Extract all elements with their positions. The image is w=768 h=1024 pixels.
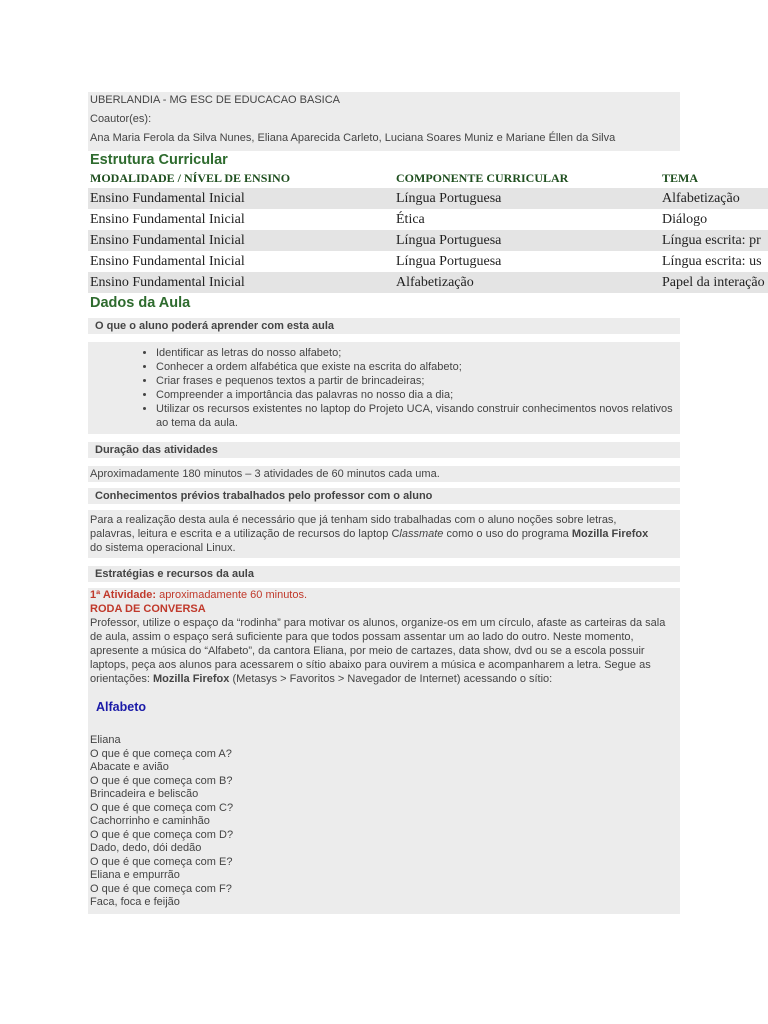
- table-cell: Diálogo: [662, 211, 708, 227]
- goals-box: [88, 342, 680, 434]
- activity-text-part: (Metasys > Favoritos > Navegador de Internet) acessando o sítio:: [229, 673, 553, 685]
- column-header-componente: COMPONENTE CURRICULAR: [396, 171, 569, 185]
- duration-text: Aproximadamente 180 minutos – 3 atividades de 60 minutos cada uma.: [88, 466, 680, 482]
- prior-heading: Conhecimentos prévios trabalhados pelo professor com o aluno: [88, 488, 680, 504]
- learn-heading: O que o aluno poderá aprender com esta aula: [88, 318, 680, 334]
- lyric-line: O que é que começa com B?: [90, 774, 233, 787]
- activity-text: [90, 616, 678, 686]
- table-row: [88, 188, 768, 209]
- activity-title: RODA DE CONVERSA: [90, 603, 206, 615]
- lyric-line: Abacate e avião: [90, 761, 169, 773]
- table-row: [88, 251, 768, 272]
- lyric-line: Eliana e empurrão: [90, 869, 180, 881]
- table-row: [88, 272, 768, 293]
- list-item: • Identificar as letras do nosso alfabeto;: [156, 346, 680, 360]
- duration-heading: Duração das atividades: [88, 442, 680, 458]
- prior-text-bold: Mozilla Firefox: [571, 528, 649, 540]
- table-cell: Ensino Fundamental Inicial: [88, 272, 394, 293]
- lyric-line: O que é que começa com D?: [90, 828, 234, 841]
- prior-text-part: Para a realização desta aula é necessário que já tenham sido trabalhadas com o aluno noções sobre letras, palavras, leitura e escrita e a utilização de recursos do laptop C: [90, 514, 617, 540]
- activity-label: 1ª Atividade:: [90, 589, 157, 601]
- list-item: • Criar frases e pequenos textos a partir de brincadeiras;: [156, 374, 680, 388]
- table-cell: Língua escrita: pr: [660, 230, 768, 251]
- lyric-line: O que é que começa com E?: [90, 855, 233, 868]
- lyric-line: Dado, dedo, dói dedão: [90, 842, 202, 854]
- table-cell: Língua Portuguesa: [396, 253, 502, 269]
- table-row: [88, 230, 768, 251]
- lyric-line: O que é que começa com C?: [90, 801, 234, 814]
- table-cell: Alfabetização: [660, 188, 768, 209]
- activity-duration: aproximadamente 60 minutos.: [156, 589, 308, 601]
- table-cell: Língua Portuguesa: [394, 188, 660, 209]
- table-cell: Ensino Fundamental Inicial: [88, 188, 394, 209]
- table-cell: Ensino Fundamental Inicial: [88, 230, 394, 251]
- lesson-title: Dados da Aula: [90, 295, 191, 311]
- lyric-line: O que é que começa com A?: [90, 747, 232, 760]
- table-cell: Língua Portuguesa: [394, 230, 660, 251]
- strategies-heading: Estratégias e recursos da aula: [88, 566, 680, 582]
- table-cell: Língua escrita: us: [662, 253, 762, 269]
- table-cell: Ética: [396, 211, 425, 227]
- goals-list: [88, 342, 680, 434]
- song-lyrics: [90, 734, 678, 910]
- list-item: • Utilizar os recursos existentes no laptop do Projeto UCA, visando construir conhecimentos novos relativos ao tema da aula.: [156, 402, 680, 430]
- lyric-line: O que é que começa com F?: [90, 882, 232, 895]
- curriculum-title: Estrutura Curricular: [90, 152, 228, 168]
- table-row: [88, 209, 768, 230]
- curriculum-table: [88, 169, 768, 293]
- prior-text: [88, 510, 680, 558]
- list-item: • Compreender a importância das palavras no nosso dia a dia;: [156, 388, 680, 402]
- list-item: • Conhecer a ordem alfabética que existe na escrita do alfabeto;: [156, 360, 680, 374]
- school-name: UBERLANDIA - MG ESC DE EDUCACAO BASICA: [88, 92, 680, 112]
- coauthors-label: Coautor(es):: [88, 112, 680, 131]
- table-cell: Papel da interação: [660, 272, 768, 293]
- column-header-modalidade: MODALIDADE / NÍVEL DE ENSINO: [90, 171, 291, 185]
- prior-text-italic: lassmate: [399, 528, 444, 540]
- document-page: [88, 92, 765, 914]
- prior-text-part: do sistema operacional Linux.: [90, 542, 236, 554]
- prior-text-part: como o uso do programa: [443, 528, 572, 540]
- table-cell: Ensino Fundamental Inicial: [90, 253, 245, 269]
- activity-text-bold: Mozilla Firefox: [152, 673, 230, 685]
- lyric-line: Cachorrinho e caminhão: [90, 815, 210, 827]
- lyric-line: Eliana: [90, 734, 121, 746]
- lyric-line: Faca, foca e feijão: [90, 896, 180, 908]
- table-cell: Ensino Fundamental Inicial: [90, 211, 245, 227]
- table-cell: Alfabetização: [394, 272, 660, 293]
- activity-text-part: Professor, utilize o espaço da “rodinha” para motivar os alunos, organize-os em um círculo, afaste as carteiras da sala de aula, assim o espaço será suficiente para que todos possam assentar um ao lado do outro. Neste momento, apresente a música do “Alfabeto”, da cantora Eliana, por meio de cartazes, data show, dvd ou se a escola possuir laptops, peça aos alunos para acessarem o sítio abaixo para ouvirem a música e acompanharem a letra. Segue as orientações:: [90, 617, 666, 685]
- column-header-tema: TEMA: [662, 171, 698, 185]
- coauthors-list: Ana Maria Ferola da Silva Nunes, Eliana Aparecida Carleto, Luciana Soares Muniz e Mariane Éllen da Silva: [88, 131, 680, 151]
- song-title: Alfabeto: [96, 700, 146, 714]
- lyric-line: Brincadeira e beliscão: [90, 788, 199, 800]
- activity-box: [88, 588, 680, 914]
- activity-time: [90, 588, 678, 602]
